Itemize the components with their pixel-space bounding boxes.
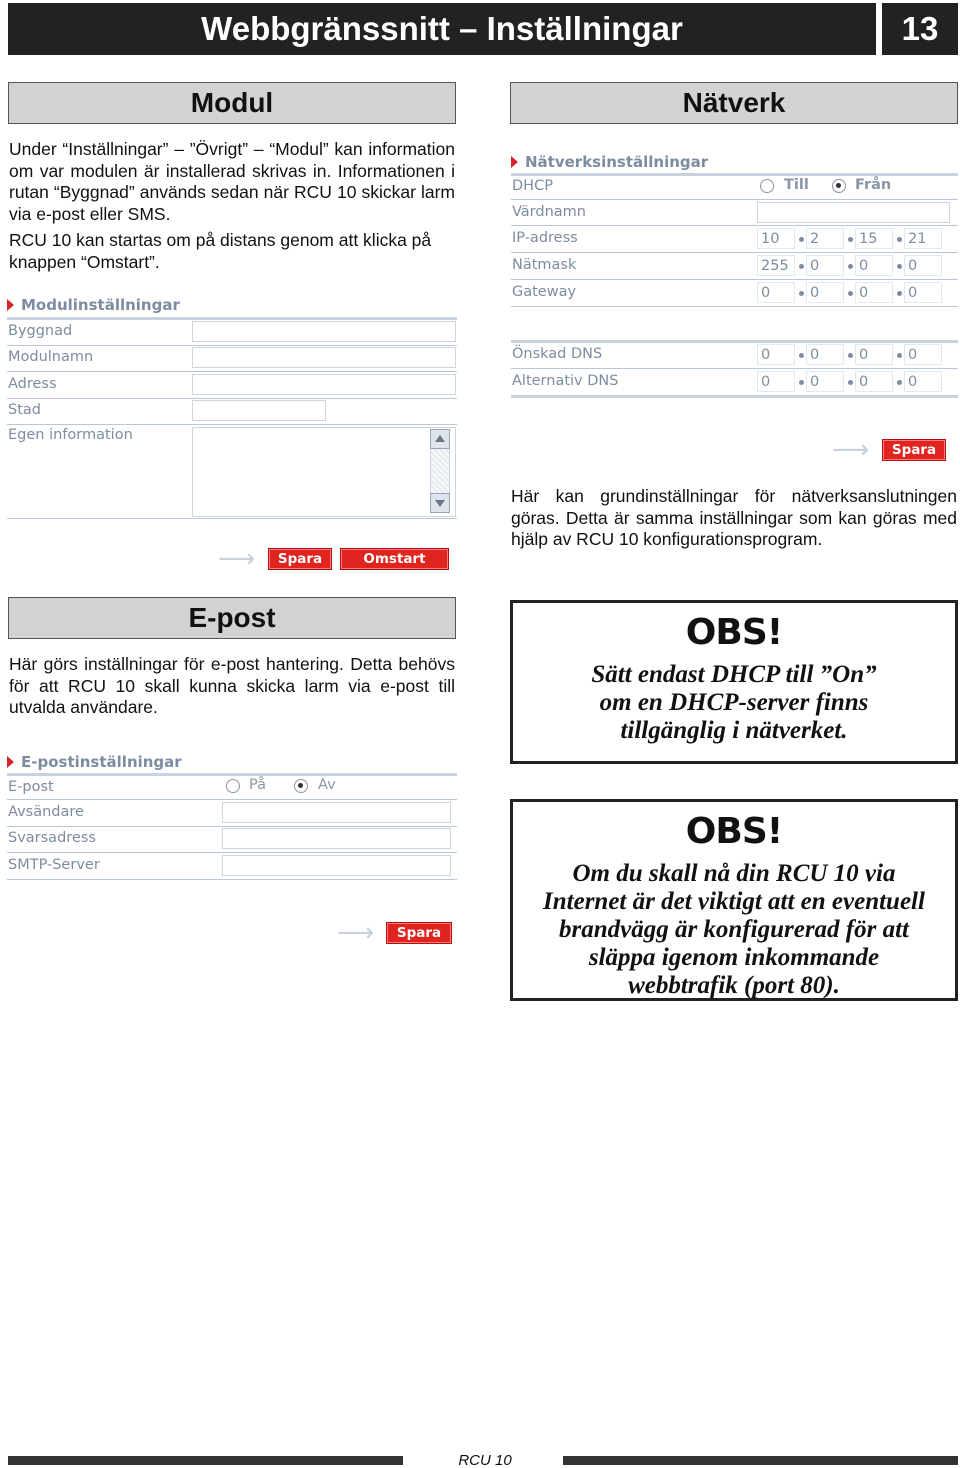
gateway-octet-4[interactable]: 0	[904, 282, 942, 303]
label-smtp-server: SMTP-Server	[8, 857, 100, 873]
dns2-octet-4[interactable]: 0	[904, 371, 942, 392]
dot-separator	[799, 237, 804, 242]
obs-title: OBS!	[685, 811, 783, 852]
arrow-right-icon: ⟶	[337, 918, 375, 948]
modul-save-button[interactable]: Spara	[268, 548, 332, 570]
email-description: Här görs inställningar för e-post hantering. Detta behövs för att RCU 10 skall kunna skicka larm via e-post till utvalda användare.	[9, 654, 455, 717]
label-sender: Avsändare	[8, 804, 84, 820]
dot-separator	[799, 291, 804, 296]
dot-separator	[897, 291, 902, 296]
dot-separator	[848, 264, 853, 269]
obs-line: Om du skall nå din RCU 10 via	[572, 860, 896, 887]
label-dhcp: DHCP	[512, 178, 553, 194]
form-divider	[7, 773, 457, 776]
dhcp-off-radio[interactable]	[832, 179, 846, 193]
scroll-up-button[interactable]	[430, 429, 450, 449]
dot-separator	[799, 353, 804, 358]
mask-octet-1[interactable]: 255	[757, 255, 795, 276]
dot-separator	[897, 353, 902, 358]
smtp-server-input[interactable]	[222, 855, 451, 876]
ip-octet-1[interactable]: 10	[757, 228, 795, 249]
label-preferred-dns: Önskad DNS	[512, 346, 603, 362]
email-save-button[interactable]: Spara	[386, 922, 452, 944]
dhcp-on-label: Till	[784, 177, 809, 193]
network-description: Här kan grundinställningar för nätverksanslutningen göras. Detta är samma inställningar som kan göras med hjälp av RCU 10 konfigurationsprogram.	[511, 486, 957, 549]
arrow-down-icon	[435, 500, 445, 507]
ip-octet-3[interactable]: 15	[855, 228, 893, 249]
form-divider	[7, 852, 457, 853]
obs-line: Sätt endast DHCP till ”On”	[591, 661, 877, 688]
dot-separator	[848, 380, 853, 385]
form-divider	[511, 199, 958, 200]
dot-separator	[848, 291, 853, 296]
form-divider	[511, 225, 958, 226]
obs-line: webbtrafik (port 80).	[628, 972, 840, 999]
gateway-octet-2[interactable]: 0	[806, 282, 844, 303]
form-divider	[7, 799, 457, 800]
modulnamn-input[interactable]	[192, 347, 456, 368]
obs-line: brandvägg är konfigurerad för att	[558, 916, 910, 943]
page-number: 13	[882, 3, 958, 55]
label-email: E-post	[8, 779, 54, 795]
arrow-right-icon: ⟶	[832, 435, 870, 465]
module-settings-heading-text: Modulinställningar	[21, 296, 180, 314]
scroll-down-button[interactable]	[430, 493, 450, 513]
obs-line: Internet är det viktigt att en eventuell	[543, 888, 925, 915]
modul-paragraph-2: RCU 10 kan startas om på distans genom att klicka på knappen “Omstart”.	[9, 230, 432, 272]
network-save-button[interactable]: Spara	[882, 439, 946, 461]
email-on-label: På	[249, 777, 266, 793]
sender-input[interactable]	[222, 802, 451, 823]
form-divider	[7, 826, 457, 827]
form-divider	[7, 317, 457, 320]
form-divider	[511, 368, 958, 369]
label-byggnad: Byggnad	[8, 323, 73, 339]
network-settings-heading-text: Nätverksinställningar	[525, 153, 709, 171]
label-egen-information: Egen information	[8, 427, 133, 443]
label-gateway: Gateway	[512, 284, 577, 300]
footer-bar-right	[563, 1456, 958, 1465]
obs-title: OBS!	[685, 612, 783, 653]
footer-label: RCU 10	[458, 1452, 512, 1468]
mask-octet-4[interactable]: 0	[904, 255, 942, 276]
ip-octet-4[interactable]: 21	[904, 228, 942, 249]
dot-separator	[848, 353, 853, 358]
dot-separator	[897, 380, 902, 385]
form-divider	[7, 518, 457, 519]
dot-separator	[799, 380, 804, 385]
form-divider	[511, 340, 958, 343]
email-off-radio[interactable]	[294, 779, 308, 793]
form-divider	[511, 173, 958, 176]
form-divider	[511, 252, 958, 253]
obs-line: tillgänglig i nätverket.	[620, 717, 848, 744]
label-stad: Stad	[8, 402, 41, 418]
obs-text	[513, 661, 955, 745]
mask-octet-2[interactable]: 0	[806, 255, 844, 276]
label-netmask: Nätmask	[512, 257, 577, 273]
network-settings-heading	[511, 153, 708, 171]
label-reply-address: Svarsadress	[8, 830, 96, 846]
hostname-input[interactable]	[757, 202, 950, 223]
page-title: Webbgränssnitt – Inställningar	[8, 3, 876, 55]
dns1-octet-2[interactable]: 0	[806, 344, 844, 365]
email-on-radio[interactable]	[226, 779, 240, 793]
label-modulnamn: Modulnamn	[8, 349, 94, 365]
obs-note-dhcp	[510, 600, 958, 764]
dot-separator	[897, 237, 902, 242]
dns1-octet-3[interactable]: 0	[855, 344, 893, 365]
gateway-octet-3[interactable]: 0	[855, 282, 893, 303]
modul-paragraph-1: Under “Inställningar” – ”Övrigt” – “Modul” kan information om var modulen är installerad skrivas in. Informationen i rutan “Byggnad” används sedan när RCU 10 skickar larm via e-post eller SMS.	[9, 139, 455, 224]
scrollbar-track[interactable]	[430, 449, 450, 493]
form-divider	[7, 424, 457, 425]
dns2-octet-3[interactable]: 0	[855, 371, 893, 392]
section-title-natverk: Nätverk	[510, 82, 958, 124]
byggnad-input[interactable]	[192, 321, 456, 342]
email-off-label: Av	[318, 777, 336, 793]
label-adress: Adress	[8, 376, 57, 392]
triangle-icon	[7, 299, 14, 311]
dot-separator	[897, 264, 902, 269]
triangle-icon	[511, 156, 518, 168]
label-alternative-dns: Alternativ DNS	[512, 373, 619, 389]
form-divider	[7, 371, 457, 372]
form-divider	[7, 345, 457, 346]
dot-separator	[848, 237, 853, 242]
form-divider	[511, 395, 958, 398]
arrow-up-icon	[435, 435, 445, 442]
obs-text	[513, 860, 955, 1000]
dns1-octet-4[interactable]: 0	[904, 344, 942, 365]
dot-separator	[799, 264, 804, 269]
obs-line: släppa igenom inkommande	[588, 944, 880, 971]
dhcp-off-label: Från	[855, 177, 892, 193]
dns2-octet-2[interactable]: 0	[806, 371, 844, 392]
reply-address-input[interactable]	[222, 828, 451, 849]
module-settings-heading	[7, 296, 180, 314]
triangle-icon	[7, 756, 14, 768]
footer-bar-left	[8, 1456, 403, 1465]
email-settings-heading-text: E-postinställningar	[21, 753, 182, 771]
email-settings-heading	[7, 753, 182, 771]
section-title-epost: E-post	[8, 597, 456, 639]
ip-octet-2[interactable]: 2	[806, 228, 844, 249]
modul-restart-button[interactable]: Omstart	[340, 548, 449, 570]
stad-input[interactable]	[192, 400, 326, 421]
form-divider	[7, 879, 457, 880]
dns1-octet-1[interactable]: 0	[757, 344, 795, 365]
adress-input[interactable]	[192, 374, 456, 395]
obs-line: om en DHCP-server finns	[599, 689, 869, 716]
dhcp-on-radio[interactable]	[760, 179, 774, 193]
form-divider	[511, 306, 958, 307]
obs-note-firewall	[510, 799, 958, 1001]
section-title-modul: Modul	[8, 82, 456, 124]
gateway-octet-1[interactable]: 0	[757, 282, 795, 303]
mask-octet-3[interactable]: 0	[855, 255, 893, 276]
form-divider	[7, 398, 457, 399]
label-ip: IP-adress	[512, 230, 578, 246]
dns2-octet-1[interactable]: 0	[757, 371, 795, 392]
egen-information-textarea[interactable]	[192, 427, 456, 517]
form-divider	[511, 279, 958, 280]
arrow-right-icon: ⟶	[218, 544, 256, 574]
label-hostname: Värdnamn	[512, 204, 586, 220]
